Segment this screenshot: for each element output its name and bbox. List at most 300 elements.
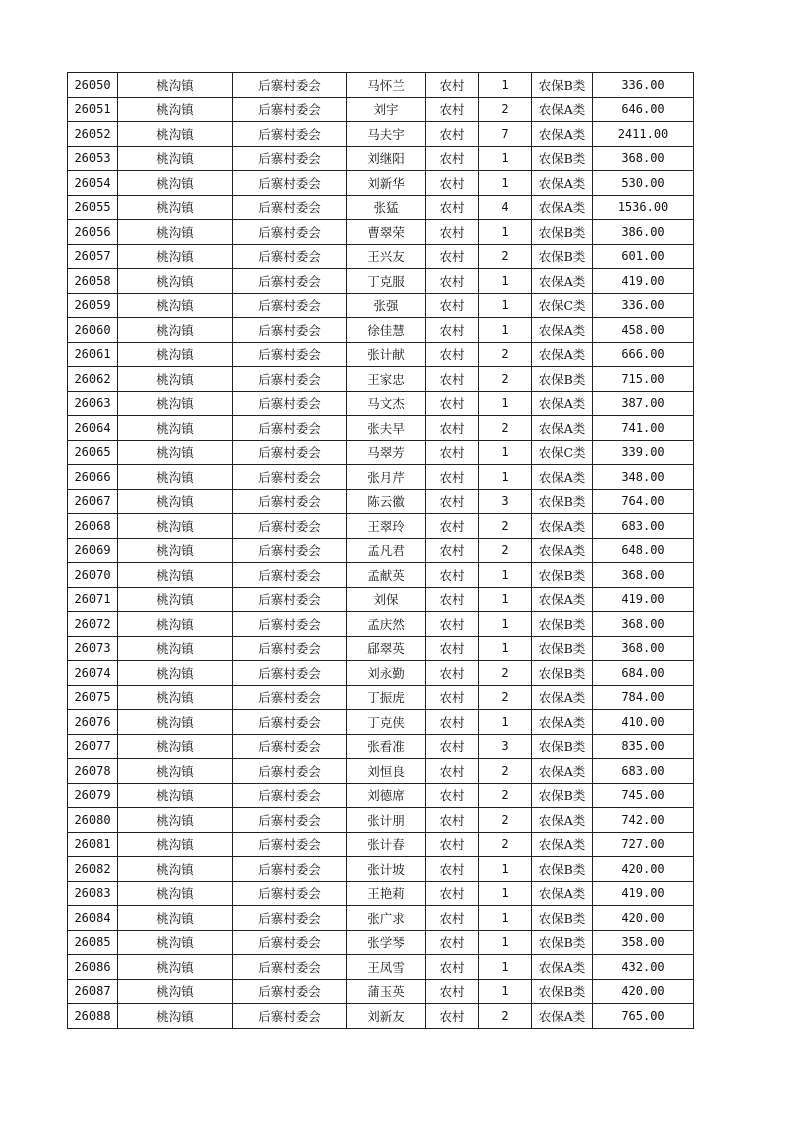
insurance-category-cell: 农保B类	[532, 930, 593, 955]
town-cell: 桃沟镇	[118, 342, 233, 367]
town-cell: 桃沟镇	[118, 783, 233, 808]
insurance-category-cell: 农保A类	[532, 171, 593, 196]
village-committee-cell: 后寨村委会	[233, 832, 347, 857]
household-type-cell: 农村	[426, 269, 479, 294]
member-count-cell: 1	[479, 906, 532, 931]
town-cell: 桃沟镇	[118, 293, 233, 318]
household-type-cell: 农村	[426, 489, 479, 514]
village-committee-cell: 后寨村委会	[233, 416, 347, 441]
table-row	[68, 293, 694, 318]
insurance-category-cell: 农保B类	[532, 783, 593, 808]
member-count-cell: 3	[479, 734, 532, 759]
amount-cell: 741.00	[593, 416, 694, 441]
row-id-cell: 26083	[68, 881, 118, 906]
household-type-cell: 农村	[426, 979, 479, 1004]
person-name-cell: 张月芹	[347, 465, 426, 490]
household-type-cell: 农村	[426, 146, 479, 171]
amount-cell: 683.00	[593, 759, 694, 784]
town-cell: 桃沟镇	[118, 587, 233, 612]
town-cell: 桃沟镇	[118, 195, 233, 220]
insurance-category-cell: 农保B类	[532, 636, 593, 661]
table-row	[68, 832, 694, 857]
household-type-cell: 农村	[426, 832, 479, 857]
household-type-cell: 农村	[426, 367, 479, 392]
row-id-cell: 26077	[68, 734, 118, 759]
member-count-cell: 1	[479, 220, 532, 245]
village-committee-cell: 后寨村委会	[233, 391, 347, 416]
member-count-cell: 2	[479, 342, 532, 367]
member-count-cell: 1	[479, 979, 532, 1004]
village-committee-cell: 后寨村委会	[233, 710, 347, 735]
insurance-category-cell: 农保A类	[532, 1004, 593, 1029]
village-committee-cell: 后寨村委会	[233, 269, 347, 294]
town-cell: 桃沟镇	[118, 881, 233, 906]
row-id-cell: 26066	[68, 465, 118, 490]
village-committee-cell: 后寨村委会	[233, 367, 347, 392]
village-committee-cell: 后寨村委会	[233, 685, 347, 710]
row-id-cell: 26053	[68, 146, 118, 171]
village-committee-cell: 后寨村委会	[233, 465, 347, 490]
row-id-cell: 26071	[68, 587, 118, 612]
insurance-category-cell: 农保B类	[532, 906, 593, 931]
amount-cell: 684.00	[593, 661, 694, 686]
person-name-cell: 王凤雪	[347, 955, 426, 980]
member-count-cell: 1	[479, 146, 532, 171]
table-row	[68, 538, 694, 563]
table-row	[68, 857, 694, 882]
insurance-category-cell: 农保B类	[532, 489, 593, 514]
person-name-cell: 马夫宇	[347, 122, 426, 147]
member-count-cell: 3	[479, 489, 532, 514]
person-name-cell: 张广求	[347, 906, 426, 931]
amount-cell: 715.00	[593, 367, 694, 392]
table-row	[68, 318, 694, 343]
table-row	[68, 612, 694, 637]
amount-cell: 419.00	[593, 269, 694, 294]
row-id-cell: 26073	[68, 636, 118, 661]
village-committee-cell: 后寨村委会	[233, 955, 347, 980]
village-committee-cell: 后寨村委会	[233, 930, 347, 955]
row-id-cell: 26064	[68, 416, 118, 441]
row-id-cell: 26067	[68, 489, 118, 514]
person-name-cell: 张看准	[347, 734, 426, 759]
person-name-cell: 张强	[347, 293, 426, 318]
amount-cell: 764.00	[593, 489, 694, 514]
insurance-category-cell: 农保A类	[532, 122, 593, 147]
table-row	[68, 440, 694, 465]
insurance-category-cell: 农保B类	[532, 367, 593, 392]
member-count-cell: 2	[479, 808, 532, 833]
table-row	[68, 930, 694, 955]
table-body	[68, 73, 694, 1029]
member-count-cell: 2	[479, 538, 532, 563]
row-id-cell: 26076	[68, 710, 118, 735]
person-name-cell: 丁振虎	[347, 685, 426, 710]
household-type-cell: 农村	[426, 293, 479, 318]
person-name-cell: 张计春	[347, 832, 426, 857]
row-id-cell: 26081	[68, 832, 118, 857]
town-cell: 桃沟镇	[118, 416, 233, 441]
person-name-cell: 孟凡君	[347, 538, 426, 563]
member-count-cell: 2	[479, 244, 532, 269]
table-row	[68, 906, 694, 931]
table-row	[68, 783, 694, 808]
insurance-category-cell: 农保A类	[532, 808, 593, 833]
amount-cell: 419.00	[593, 587, 694, 612]
person-name-cell: 刘恒良	[347, 759, 426, 784]
town-cell: 桃沟镇	[118, 97, 233, 122]
household-type-cell: 农村	[426, 563, 479, 588]
town-cell: 桃沟镇	[118, 73, 233, 98]
household-type-cell: 农村	[426, 661, 479, 686]
member-count-cell: 2	[479, 783, 532, 808]
town-cell: 桃沟镇	[118, 171, 233, 196]
household-type-cell: 农村	[426, 857, 479, 882]
town-cell: 桃沟镇	[118, 244, 233, 269]
row-id-cell: 26062	[68, 367, 118, 392]
table-row	[68, 97, 694, 122]
village-committee-cell: 后寨村委会	[233, 636, 347, 661]
village-committee-cell: 后寨村委会	[233, 587, 347, 612]
town-cell: 桃沟镇	[118, 955, 233, 980]
person-name-cell: 张学琴	[347, 930, 426, 955]
table-row	[68, 416, 694, 441]
town-cell: 桃沟镇	[118, 146, 233, 171]
household-type-cell: 农村	[426, 244, 479, 269]
household-type-cell: 农村	[426, 955, 479, 980]
member-count-cell: 2	[479, 97, 532, 122]
town-cell: 桃沟镇	[118, 489, 233, 514]
household-type-cell: 农村	[426, 587, 479, 612]
amount-cell: 336.00	[593, 73, 694, 98]
row-id-cell: 26065	[68, 440, 118, 465]
person-name-cell: 张夫早	[347, 416, 426, 441]
table-row	[68, 563, 694, 588]
amount-cell: 666.00	[593, 342, 694, 367]
table-row	[68, 342, 694, 367]
member-count-cell: 4	[479, 195, 532, 220]
table-row	[68, 587, 694, 612]
amount-cell: 410.00	[593, 710, 694, 735]
member-count-cell: 1	[479, 293, 532, 318]
village-committee-cell: 后寨村委会	[233, 1004, 347, 1029]
row-id-cell: 26057	[68, 244, 118, 269]
row-id-cell: 26068	[68, 514, 118, 539]
household-type-cell: 农村	[426, 808, 479, 833]
row-id-cell: 26061	[68, 342, 118, 367]
town-cell: 桃沟镇	[118, 612, 233, 637]
insurance-category-cell: 农保A类	[532, 465, 593, 490]
row-id-cell: 26055	[68, 195, 118, 220]
table-row	[68, 244, 694, 269]
member-count-cell: 2	[479, 759, 532, 784]
person-name-cell: 张计献	[347, 342, 426, 367]
household-type-cell: 农村	[426, 783, 479, 808]
row-id-cell: 26056	[68, 220, 118, 245]
amount-cell: 835.00	[593, 734, 694, 759]
household-type-cell: 农村	[426, 685, 479, 710]
person-name-cell: 王艳莉	[347, 881, 426, 906]
insurance-category-cell: 农保A类	[532, 832, 593, 857]
table-row	[68, 710, 694, 735]
village-committee-cell: 后寨村委会	[233, 881, 347, 906]
town-cell: 桃沟镇	[118, 514, 233, 539]
member-count-cell: 1	[479, 881, 532, 906]
row-id-cell: 26069	[68, 538, 118, 563]
member-count-cell: 1	[479, 612, 532, 637]
person-name-cell: 张猛	[347, 195, 426, 220]
row-id-cell: 26072	[68, 612, 118, 637]
row-id-cell: 26088	[68, 1004, 118, 1029]
insurance-category-cell: 农保A类	[532, 342, 593, 367]
insurance-category-cell: 农保B类	[532, 563, 593, 588]
village-committee-cell: 后寨村委会	[233, 612, 347, 637]
person-name-cell: 刘德席	[347, 783, 426, 808]
member-count-cell: 2	[479, 416, 532, 441]
row-id-cell: 26060	[68, 318, 118, 343]
member-count-cell: 1	[479, 710, 532, 735]
member-count-cell: 1	[479, 391, 532, 416]
member-count-cell: 2	[479, 514, 532, 539]
insurance-category-cell: 农保A类	[532, 416, 593, 441]
household-type-cell: 农村	[426, 97, 479, 122]
village-committee-cell: 后寨村委会	[233, 979, 347, 1004]
village-committee-cell: 后寨村委会	[233, 195, 347, 220]
village-committee-cell: 后寨村委会	[233, 538, 347, 563]
insurance-category-cell: 农保A类	[532, 538, 593, 563]
allowance-table	[67, 72, 694, 1029]
amount-cell: 368.00	[593, 612, 694, 637]
member-count-cell: 1	[479, 440, 532, 465]
amount-cell: 1536.00	[593, 195, 694, 220]
person-name-cell: 徐佳慧	[347, 318, 426, 343]
village-committee-cell: 后寨村委会	[233, 318, 347, 343]
table-row	[68, 391, 694, 416]
amount-cell: 432.00	[593, 955, 694, 980]
amount-cell: 420.00	[593, 979, 694, 1004]
table-row	[68, 489, 694, 514]
member-count-cell: 1	[479, 955, 532, 980]
person-name-cell: 马文杰	[347, 391, 426, 416]
amount-cell: 727.00	[593, 832, 694, 857]
row-id-cell: 26086	[68, 955, 118, 980]
town-cell: 桃沟镇	[118, 906, 233, 931]
insurance-category-cell: 农保A类	[532, 759, 593, 784]
amount-cell: 368.00	[593, 146, 694, 171]
household-type-cell: 农村	[426, 759, 479, 784]
amount-cell: 387.00	[593, 391, 694, 416]
village-committee-cell: 后寨村委会	[233, 661, 347, 686]
amount-cell: 530.00	[593, 171, 694, 196]
person-name-cell: 丁克侠	[347, 710, 426, 735]
insurance-category-cell: 农保C类	[532, 293, 593, 318]
table-row	[68, 685, 694, 710]
amount-cell: 2411.00	[593, 122, 694, 147]
member-count-cell: 1	[479, 930, 532, 955]
town-cell: 桃沟镇	[118, 465, 233, 490]
table-row	[68, 195, 694, 220]
town-cell: 桃沟镇	[118, 269, 233, 294]
row-id-cell: 26084	[68, 906, 118, 931]
amount-cell: 648.00	[593, 538, 694, 563]
household-type-cell: 农村	[426, 514, 479, 539]
household-type-cell: 农村	[426, 171, 479, 196]
town-cell: 桃沟镇	[118, 710, 233, 735]
town-cell: 桃沟镇	[118, 734, 233, 759]
village-committee-cell: 后寨村委会	[233, 783, 347, 808]
insurance-category-cell: 农保A类	[532, 514, 593, 539]
village-committee-cell: 后寨村委会	[233, 244, 347, 269]
amount-cell: 348.00	[593, 465, 694, 490]
member-count-cell: 2	[479, 1004, 532, 1029]
table-row	[68, 514, 694, 539]
table-row	[68, 881, 694, 906]
town-cell: 桃沟镇	[118, 808, 233, 833]
person-name-cell: 丁克服	[347, 269, 426, 294]
village-committee-cell: 后寨村委会	[233, 220, 347, 245]
town-cell: 桃沟镇	[118, 440, 233, 465]
town-cell: 桃沟镇	[118, 636, 233, 661]
member-count-cell: 1	[479, 171, 532, 196]
insurance-category-cell: 农保B类	[532, 612, 593, 637]
amount-cell: 339.00	[593, 440, 694, 465]
village-committee-cell: 后寨村委会	[233, 97, 347, 122]
member-count-cell: 1	[479, 73, 532, 98]
village-committee-cell: 后寨村委会	[233, 293, 347, 318]
member-count-cell: 1	[479, 269, 532, 294]
person-name-cell: 孟庆然	[347, 612, 426, 637]
village-committee-cell: 后寨村委会	[233, 171, 347, 196]
member-count-cell: 2	[479, 832, 532, 857]
town-cell: 桃沟镇	[118, 122, 233, 147]
table-row	[68, 367, 694, 392]
village-committee-cell: 后寨村委会	[233, 122, 347, 147]
person-name-cell: 曹翠荣	[347, 220, 426, 245]
household-type-cell: 农村	[426, 1004, 479, 1029]
person-name-cell: 孟献英	[347, 563, 426, 588]
row-id-cell: 26059	[68, 293, 118, 318]
insurance-category-cell: 农保A类	[532, 881, 593, 906]
amount-cell: 742.00	[593, 808, 694, 833]
table-row	[68, 979, 694, 1004]
town-cell: 桃沟镇	[118, 538, 233, 563]
town-cell: 桃沟镇	[118, 832, 233, 857]
town-cell: 桃沟镇	[118, 661, 233, 686]
row-id-cell: 26075	[68, 685, 118, 710]
person-name-cell: 陈云徽	[347, 489, 426, 514]
town-cell: 桃沟镇	[118, 685, 233, 710]
member-count-cell: 1	[479, 636, 532, 661]
insurance-category-cell: 农保A类	[532, 195, 593, 220]
table-row	[68, 734, 694, 759]
insurance-category-cell: 农保B类	[532, 244, 593, 269]
row-id-cell: 26087	[68, 979, 118, 1004]
insurance-category-cell: 农保B类	[532, 146, 593, 171]
household-type-cell: 农村	[426, 710, 479, 735]
person-name-cell: 刘新华	[347, 171, 426, 196]
row-id-cell: 26051	[68, 97, 118, 122]
row-id-cell: 26080	[68, 808, 118, 833]
table-row	[68, 1004, 694, 1029]
table-row	[68, 636, 694, 661]
person-name-cell: 马怀兰	[347, 73, 426, 98]
village-committee-cell: 后寨村委会	[233, 906, 347, 931]
insurance-category-cell: 农保A类	[532, 710, 593, 735]
amount-cell: 358.00	[593, 930, 694, 955]
village-committee-cell: 后寨村委会	[233, 759, 347, 784]
table-row	[68, 146, 694, 171]
row-id-cell: 26074	[68, 661, 118, 686]
person-name-cell: 王家忠	[347, 367, 426, 392]
amount-cell: 368.00	[593, 563, 694, 588]
member-count-cell: 2	[479, 685, 532, 710]
town-cell: 桃沟镇	[118, 979, 233, 1004]
person-name-cell: 张计朋	[347, 808, 426, 833]
table-row	[68, 122, 694, 147]
village-committee-cell: 后寨村委会	[233, 73, 347, 98]
insurance-category-cell: 农保B类	[532, 73, 593, 98]
household-type-cell: 农村	[426, 881, 479, 906]
household-type-cell: 农村	[426, 538, 479, 563]
row-id-cell: 26052	[68, 122, 118, 147]
table-row	[68, 171, 694, 196]
household-type-cell: 农村	[426, 734, 479, 759]
member-count-cell: 1	[479, 857, 532, 882]
table-row	[68, 269, 694, 294]
amount-cell: 419.00	[593, 881, 694, 906]
person-name-cell: 刘永勤	[347, 661, 426, 686]
member-count-cell: 2	[479, 367, 532, 392]
insurance-category-cell: 农保B类	[532, 857, 593, 882]
town-cell: 桃沟镇	[118, 563, 233, 588]
household-type-cell: 农村	[426, 73, 479, 98]
town-cell: 桃沟镇	[118, 930, 233, 955]
person-name-cell: 刘保	[347, 587, 426, 612]
table-row	[68, 465, 694, 490]
household-type-cell: 农村	[426, 391, 479, 416]
town-cell: 桃沟镇	[118, 759, 233, 784]
table-row	[68, 661, 694, 686]
town-cell: 桃沟镇	[118, 391, 233, 416]
household-type-cell: 农村	[426, 906, 479, 931]
person-name-cell: 刘继阳	[347, 146, 426, 171]
person-name-cell: 刘宇	[347, 97, 426, 122]
member-count-cell: 1	[479, 318, 532, 343]
person-name-cell: 王兴友	[347, 244, 426, 269]
amount-cell: 420.00	[593, 857, 694, 882]
table-row	[68, 220, 694, 245]
insurance-category-cell: 农保B类	[532, 979, 593, 1004]
insurance-category-cell: 农保B类	[532, 661, 593, 686]
row-id-cell: 26078	[68, 759, 118, 784]
amount-cell: 765.00	[593, 1004, 694, 1029]
insurance-category-cell: 农保B类	[532, 220, 593, 245]
row-id-cell: 26082	[68, 857, 118, 882]
household-type-cell: 农村	[426, 612, 479, 637]
household-type-cell: 农村	[426, 195, 479, 220]
amount-cell: 368.00	[593, 636, 694, 661]
village-committee-cell: 后寨村委会	[233, 808, 347, 833]
row-id-cell: 26070	[68, 563, 118, 588]
row-id-cell: 26058	[68, 269, 118, 294]
town-cell: 桃沟镇	[118, 1004, 233, 1029]
village-committee-cell: 后寨村委会	[233, 489, 347, 514]
town-cell: 桃沟镇	[118, 220, 233, 245]
person-name-cell: 王翠玲	[347, 514, 426, 539]
amount-cell: 336.00	[593, 293, 694, 318]
village-committee-cell: 后寨村委会	[233, 342, 347, 367]
village-committee-cell: 后寨村委会	[233, 857, 347, 882]
